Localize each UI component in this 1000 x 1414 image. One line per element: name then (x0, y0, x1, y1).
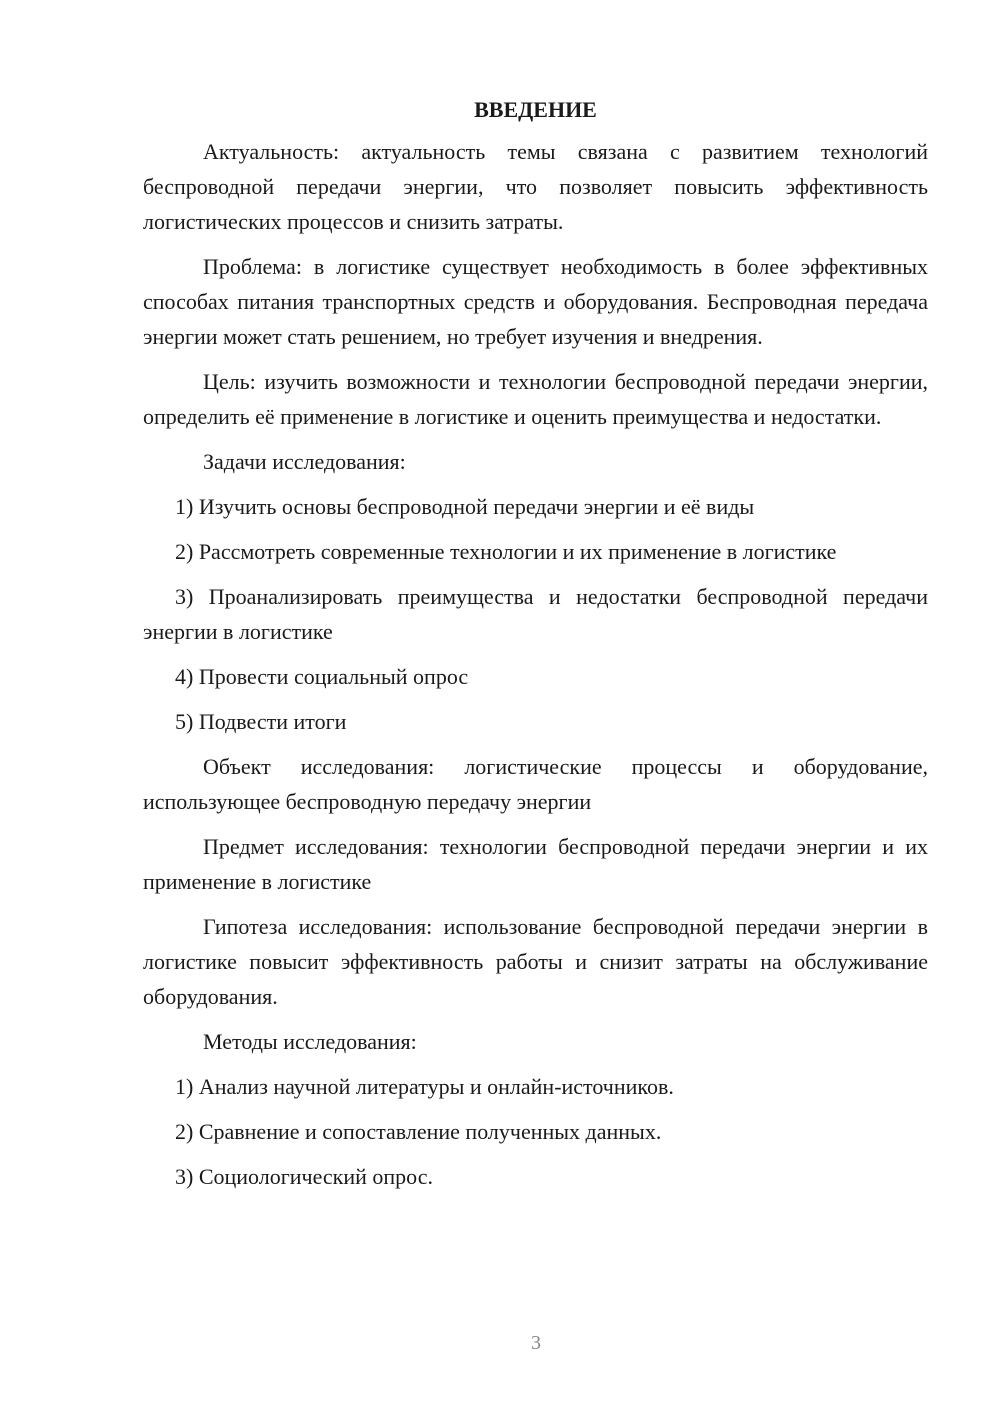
methods-title: Методы исследования: (203, 1029, 417, 1054)
task-item: 5) Подвести итоги (175, 709, 347, 734)
method-item: 2) Сравнение и сопоставление полученных данных. (175, 1119, 662, 1144)
method-item: 3) Социологический опрос. (175, 1164, 433, 1189)
problem-paragraph: Проблема: в логистике существует необходимость в более эффективных способах питания транспортных средств и оборудования. Беспроводная передача энергии может стать решением, но требует изучения и внедрения. (143, 254, 928, 349)
task-item: 4) Провести социальный опрос (175, 664, 469, 689)
subject-paragraph: Предмет исследования: технологии беспроводной передачи энергии и их применение в логистике (143, 834, 928, 894)
page-number: 3 (531, 1332, 541, 1354)
document-page (143, 96, 928, 1204)
goal-paragraph: Цель: изучить возможности и технологии беспроводной передачи энергии, определить её применение в логистике и оценить преимущества и недостатки. (143, 369, 928, 429)
section-heading: ВВЕДЕНИЕ (474, 97, 597, 122)
task-item: 2) Рассмотреть современные технологии и их применение в логистике (175, 539, 837, 564)
object-paragraph: Объект исследования: логистические процессы и оборудование, использующее беспроводную передачу энергии (143, 754, 928, 814)
method-item: 1) Анализ научной литературы и онлайн-источников. (175, 1074, 674, 1099)
task-item: 1) Изучить основы беспроводной передачи энергии и её виды (175, 494, 755, 519)
tasks-title: Задачи исследования: (203, 449, 406, 474)
hypothesis-paragraph: Гипотеза исследования: использование беспроводной передачи энергии в логистике повысит эффективность работы и снизит затраты на обслуживание оборудования. (143, 914, 928, 1009)
task-item: 3) Проанализировать преимущества и недостатки беспроводной передачи энергии в логистике (143, 584, 928, 644)
actuality-paragraph: Актуальность: актуальность темы связана с развитием технологий беспроводной передачи энергии, что позволяет повысить эффективность логистических процессов и снизить затраты. (143, 139, 928, 234)
